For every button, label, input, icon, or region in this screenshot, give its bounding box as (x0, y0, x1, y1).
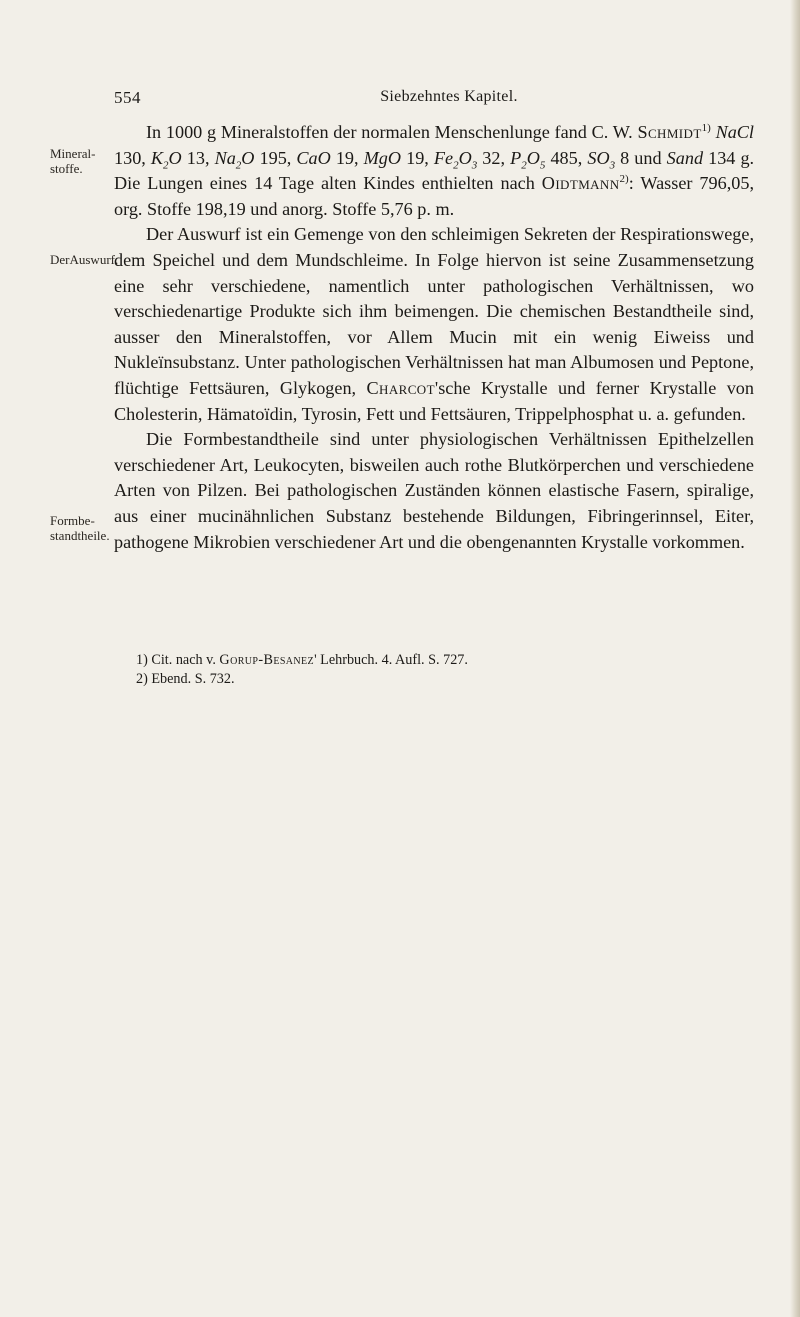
footnotes (136, 651, 736, 689)
paragraph-formbestandtheile: Die Formbestandtheile sind unter physiologischen Verhältnissen Epithelzellen verschiedener Art, Leukocyten, bisweilen auch rothe Blutkörperchen und verschiedene Arten von Pilzen. Bei pathologischen Zuständen können elastische Fasern, spiralige, aus einer mucinähnlichen Substanz bestehende Bildungen, Fibringerinnsel, Eiter, pathogene Mikrobien verschiedener Art und die obengenannten Krystalle vorkommen. (114, 429, 754, 552)
paragraph-mineralstoffe: In 1000 g Mineralstoffen der normalen Menschenlunge fand C. W. Schmidt$^{1)}$ NaCl 130, $K_2O$ 13, $Na_2O$ 195, CaO 19, MgO 19, $Fe_2O_3$ 32, $P_2O_5$ 485, $SO_3$ 8 und Sand 134 g. Die Lungen eines 14 Tage alten Kindes enthielten nach Oidtmann$^{2)}$: Wasser 796,05, org. Stoffe 198,19 und anorg. Stoffe 5,76 p. m. (114, 121, 755, 219)
page-number: 554 (114, 88, 141, 107)
author-oidtmann: Oidtmann (541, 173, 620, 194)
paragraph-auswurf: Der Auswurf ist ein Gemenge von den schleimigen Sekreten der Respirationswege, dem Speichel und dem Mundschleime. In Folge hiervon ist seine Zusammensetzung eine sehr verschiedene, namentlich unter pathologischen Verhältnissen, wo verschiedenartige Produkte sich ihm beimengen. Die chemischen Bestandtheile sind, ausser den Mineralstoffen, vor Allem Mucin mit ein wenig Eiweiss und Nukleïnsubstanz. Unter pathologischen Verhältnissen hat man Albumosen und Peptone, flüchtige Fettsäuren, Glykogen, Charcot'sche Krystalle und ferner Krystalle von Cholesterin, Hämatoïdin, Tyrosin, Fett und Fettsäuren, Trippelphosphat u. a. gefunden. (114, 224, 754, 424)
main-text (114, 120, 754, 555)
footnote-2: 2) Ebend. S. 732. (136, 671, 235, 687)
margin-note-formbestandtheile: Formbe- standtheile. (50, 513, 110, 543)
chapter-title: Siebzehntes Kapitel. (380, 88, 518, 105)
page-edge-shadow (790, 0, 800, 1317)
footnote-ref-1[interactable]: 1) (701, 121, 711, 134)
margin-note-mineralstoffe: Mineral- stoffe. (50, 146, 96, 176)
author-schmidt: Schmidt (637, 122, 702, 142)
running-head (114, 88, 754, 110)
footnote-1: 1) Cit. nach v. Gorup-Besanez' Lehrbuch. 4. Aufl. S. 727. (136, 652, 468, 668)
margin-note-auswurf: DerAuswurf. (50, 252, 119, 267)
author-charcot: Charcot (366, 377, 435, 398)
footnote-ref-2[interactable]: 2) (619, 173, 629, 186)
